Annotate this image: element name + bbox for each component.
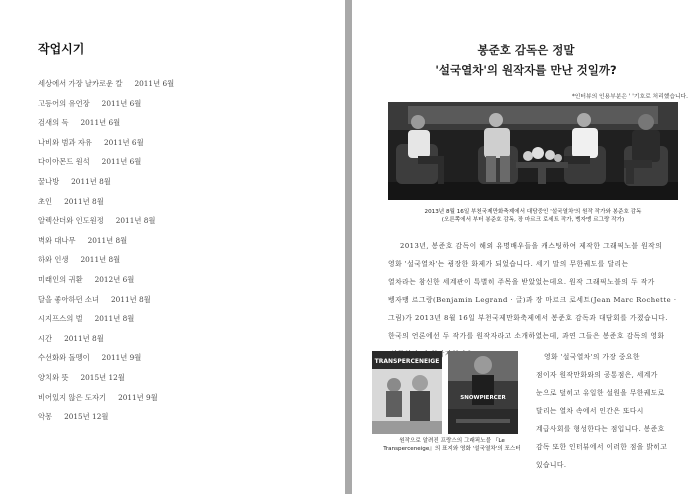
work-date: 2015년 12월 (80, 372, 125, 382)
work-item (38, 333, 174, 353)
work-date: 2011년 8월 (64, 333, 104, 343)
paragraph-line: 2013년, 봉준호 감독이 해외 유명배우들을 캐스팅하여 제작한 그래픽노블 원작의 (400, 242, 663, 250)
work-date: 2011년 6월 (101, 157, 142, 167)
left-page (0, 0, 345, 494)
article-title-line2: '설국열차'의 원작자를 만난 것일까? (435, 63, 617, 77)
work-item (38, 98, 174, 118)
work-date: 2011년 6월 (80, 118, 121, 128)
paragraph-line: 있습니다. (536, 461, 567, 469)
poster2-title: SNOWPIERCER (460, 395, 506, 401)
paragraph-line: 벵자맹 르그랑(Benjamin Legrand · 글)과 장 마르크 로세트(Jean Marc Rochette · (388, 296, 677, 304)
work-date: 2011년 9월 (118, 392, 158, 402)
right-page (352, 0, 700, 494)
work-item (38, 411, 174, 431)
work-date: 2011년 6월 (134, 79, 175, 88)
work-title: 양치와 뜻 (38, 372, 69, 382)
work-item (38, 254, 174, 274)
work-title: 알렉산더와 인도원정 (38, 216, 104, 226)
work-title: 달을 좋아하던 소녀 (38, 294, 100, 304)
work-title: 하와 인생 (38, 255, 69, 265)
work-title: 미래인의 귀환 (38, 274, 83, 284)
photo-caption-line2: (오른쪽에서 부터 봉준호 감독, 장 마르크 로세트 작가, 벵자맹 르그랑 작가) (441, 217, 625, 223)
work-title: 수선화와 돌멩이 (38, 353, 90, 363)
work-item (38, 137, 174, 157)
work-item (38, 372, 174, 392)
paragraph-line: 눈으로 덮히고 유일한 설원을 무한궤도로 (536, 389, 665, 397)
work-date: 2011년 8월 (111, 294, 151, 304)
work-item (38, 215, 174, 235)
work-date: 2011년 9월 (101, 353, 142, 363)
transperceneige-cover (372, 351, 442, 434)
paragraph-line: 영화 '설국열차'의 가장 중요한 (544, 353, 640, 361)
work-date: 2011년 8월 (87, 235, 128, 245)
work-date: 2011년 8월 (64, 196, 104, 206)
work-date: 2011년 6월 (103, 137, 144, 147)
work-title: 검새의 독 (38, 118, 69, 128)
works-heading: 작업시기 (38, 42, 85, 56)
conference-photo (388, 102, 678, 200)
snowpiercer-poster (448, 351, 518, 434)
work-date: 2011년 8월 (94, 314, 135, 324)
work-title: 비어있지 않은 도자기 (38, 392, 107, 402)
work-item (38, 392, 174, 412)
photo-caption-line1: 2013년 8월 16일 부천국제만화축제에서 대담중인 '설국열차'의 원작 작가와 봉준호 감독 (424, 209, 642, 215)
work-title: 시지프스의 벌 (38, 314, 83, 324)
poster-caption-line2: Transperceneige』의 표지와 영화 '설국열차'의 포스터 (383, 446, 521, 452)
poster1-title: TRANSPERCENEIGE (374, 358, 440, 365)
work-title: 세상에서 가장 날카로운 칼 (38, 79, 123, 88)
works-list (38, 78, 174, 431)
poster-images (372, 351, 522, 434)
work-date: 2015년 12월 (64, 412, 109, 422)
quote-note: *인터뷰의 인용부분은 ' '기호로 처리했습니다. (571, 94, 688, 100)
paragraph-line: 그림)가 2013년 8월 16일 부천국제만화축제에서 봉준호 감독과 대담회를 가졌습니다. (388, 314, 668, 322)
work-item (38, 117, 174, 137)
poster-caption-line1: 원작으로 알려진 프랑스의 그래픽노블 『Le (399, 438, 505, 444)
work-title: 꿀나방 (38, 176, 60, 186)
article-paragraph-1 (388, 240, 678, 366)
paragraph-line: 감독 또한 인터뷰에서 이러한 점을 밝히고 (536, 443, 668, 451)
work-title: 시간 (38, 333, 53, 343)
work-item (38, 78, 174, 98)
paragraph-line: 한국의 언론에선 두 작가를 원작자라고 소개하였는데, 과연 그들은 봉준호 감독의 영화 (388, 332, 665, 340)
article-title-line1: 봉준호 감독은 정말 (477, 43, 575, 57)
paragraph-line: 영화 '설국열차'는 굉장한 화제가 되었습니다. 세기 말의 무한궤도를 달리는 (388, 260, 629, 268)
work-date: 2011년 8월 (71, 176, 111, 186)
work-title: 고등어의 유언장 (38, 98, 90, 108)
work-item (38, 176, 174, 196)
paragraph-line: 달리는 열차 속에서 인간은 또다시 (536, 407, 644, 415)
work-item (38, 156, 174, 176)
work-date: 2011년 6월 (101, 98, 142, 108)
paragraph-line: 열차라는 참신한 세계관이 특별히 주목을 받았었는데요. 원작 그래픽노블의 두 작가 (388, 278, 655, 286)
work-item (38, 235, 174, 255)
work-item (38, 274, 174, 294)
work-title: 다이아몬드 원석 (38, 157, 90, 167)
work-item (38, 313, 174, 333)
work-item (38, 294, 174, 314)
work-date: 2011년 8월 (80, 255, 121, 265)
work-item (38, 352, 174, 372)
paragraph-line: 계급사회를 형성한다는 점입니다. 봉준호 (536, 425, 665, 433)
poster-caption (372, 437, 532, 453)
work-title: 악몽 (38, 412, 53, 422)
work-title: 나비와 범과 자유 (38, 137, 92, 147)
work-date: 2012년 6월 (94, 274, 135, 284)
work-date: 2011년 8월 (115, 216, 156, 226)
work-title: 초인 (38, 196, 53, 206)
work-title: 벽와 대나무 (38, 235, 76, 245)
paragraph-line: 점이자 원작만화와의 공통점은, 세계가 (536, 371, 658, 379)
work-item (38, 196, 174, 216)
article-paragraph-2 (536, 351, 686, 477)
